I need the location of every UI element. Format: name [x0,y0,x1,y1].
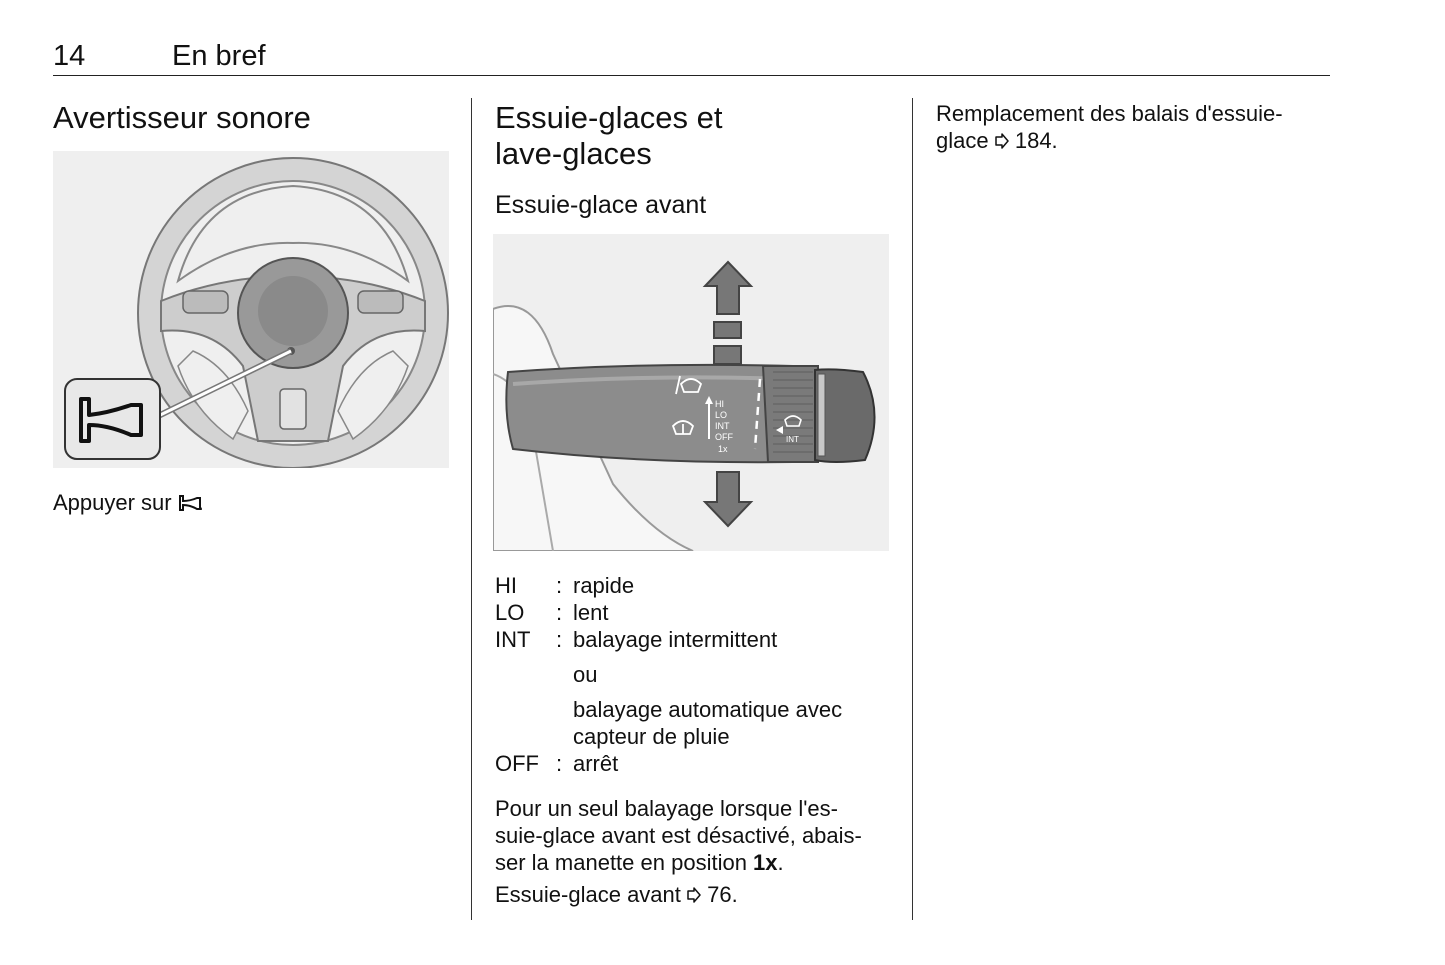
blade-replacement-note [936,100,1283,154]
legend-key: HI [495,573,517,598]
paragraph-text: ser la manette en position [495,850,754,875]
wiper-stalk-illustration [493,234,889,551]
paragraph-end: . [777,850,784,875]
ring-label-int: INT [786,435,799,444]
legend-key: OFF [495,751,539,776]
reference-page: 76. [707,882,738,907]
column-divider-left [471,98,472,920]
single-wipe-paragraph [495,795,862,876]
position-1x: 1x [753,850,778,875]
legend-colon: : [556,573,563,598]
paragraph-line [495,849,862,876]
reference-arrow-icon [687,887,701,903]
steering-wheel-illustration [53,151,449,468]
horn-instruction [53,489,204,516]
legend-key: INT [495,627,531,652]
reference-page: 184. [1014,128,1058,153]
legend-desc: balayage intermittent [573,627,778,652]
wiper-positions-legend [495,572,895,782]
legend-key: LO [495,600,525,625]
legend-colon: : [556,751,563,776]
paragraph-line: suie-glace avant est désactivé, abais- [495,823,862,848]
reference-text: Essuie-glace avant [495,882,681,907]
header-divider [53,75,1330,76]
steering-wheel-figure [53,151,449,468]
legend-desc: balayage automatique avec [573,697,843,722]
legend-colon: : [556,627,563,652]
up-arrow-icon [705,262,751,364]
horn-instruction-end: . [197,490,204,515]
legend-desc: lent [573,600,609,625]
legend-colon: : [556,600,563,625]
front-wiper-reference[interactable] [495,881,738,908]
legend-desc: capteur de pluie [573,724,730,749]
page-number: 14 [53,40,86,72]
stalk-label-int: INT [715,421,730,431]
wipers-heading-line2: lave-glaces [495,136,652,171]
note-text: glace [936,128,989,153]
section-title: En bref [172,40,266,72]
paragraph-line: Pour un seul balayage lorsque l'es- [495,796,838,821]
wiper-stalk-figure [493,234,889,551]
down-arrow-icon [705,472,751,526]
legend-desc: rapide [573,573,635,598]
legend-desc: ou [573,662,598,687]
wipers-heading-line1: Essuie-glaces et [495,100,723,135]
legend-desc: arrêt [573,751,619,776]
note-line: Remplacement des balais d'essuie- [936,101,1283,126]
column-divider-right [912,98,913,920]
reference-arrow-icon [995,133,1009,149]
stalk-label-hi: HI [715,399,724,409]
stalk-label-lo: LO [715,410,728,420]
stalk-label-1x: 1x [718,444,728,454]
horn-heading: Avertisseur sonore [53,100,311,135]
front-wiper-subheading: Essuie-glace avant [495,191,707,219]
blade-replacement-reference[interactable] [936,127,1283,154]
stalk-label-off: OFF [715,432,733,442]
horn-instruction-text: Appuyer sur [53,490,172,515]
